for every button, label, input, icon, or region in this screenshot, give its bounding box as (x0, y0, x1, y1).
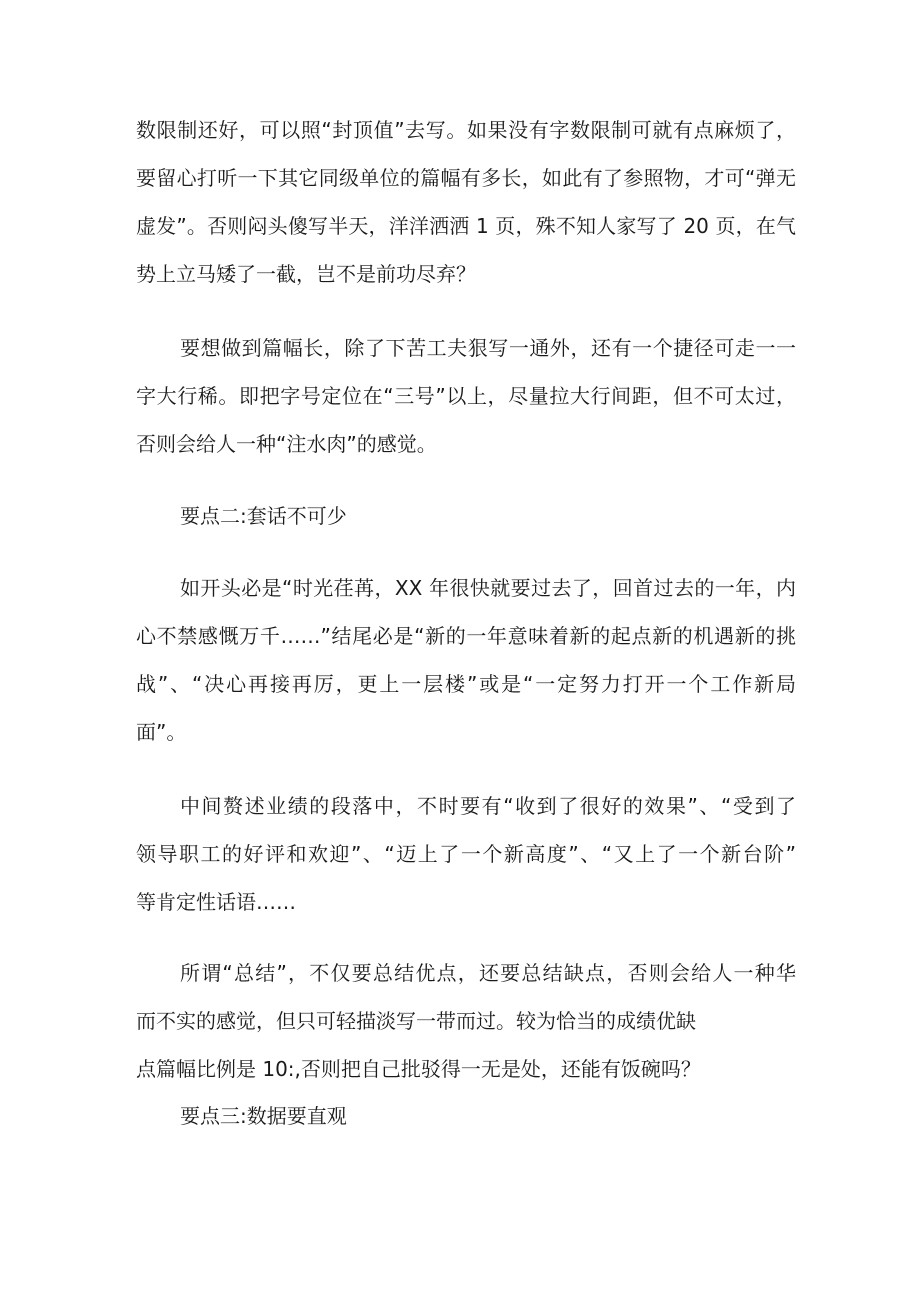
section-heading-point-three (136, 1098, 796, 1134)
paragraph-length-tip (136, 330, 796, 462)
text-line: 所谓“总结”，不仅要总结优点，还要总结缺点，否则会给人一种华 (180, 961, 796, 985)
text-line: 如开头必是“时光荏苒，XX 年很快就要过去了，回首过去的一年，内 (180, 576, 796, 600)
text-line: 点篇幅比例是 10:,否则把自己批驳得一无是处，还能有饭碗吗？ (136, 1057, 701, 1081)
text-line: 数限制还好，可以照“封顶值”去写。如果没有字数限制可就有点麻烦了， (136, 118, 796, 142)
text-line: 势上立马矮了一截，岂不是前功尽弃？ (136, 262, 476, 286)
heading-text: 要点三:数据要直观 (180, 1104, 347, 1128)
text-line: 领导职工的好评和欢迎”、“迈上了一个新高度”、“又上了一个新台阶” (136, 842, 796, 866)
paragraph-summary-balance (136, 955, 796, 1087)
text-line: 而不实的感觉，但只可轻描淡写一带而过。较为恰当的成绩优缺 (136, 1009, 696, 1033)
text-line: 虚发”。否则闷头傻写半天，洋洋洒洒 1 页，殊不知人家写了 20 页，在气 (136, 214, 796, 238)
heading-text: 要点二:套话不可少 (180, 504, 347, 528)
text-line: 要想做到篇幅长，除了下苦工夫狠写一通外，还有一个捷径可走一一 (180, 336, 796, 360)
text-line: 面”。 (136, 720, 187, 744)
text-line: 心不禁感慨万千……”结尾必是“新的一年意味着新的起点新的机遇新的挑 (136, 624, 796, 648)
paragraph-stock-phrases (136, 570, 796, 750)
text-line: 中间赘述业绩的段落中，不时要有“收到了很好的效果”、“受到了 (180, 794, 796, 818)
paragraph-achievement-phrases (136, 788, 796, 920)
text-line: 字大行稀。即把字号定位在“三号”以上，尽量拉大行间距，但不可太过， (136, 384, 796, 408)
text-line: 战”、“决心再接再厉，更上一层楼”或是“一定努力打开一个工作新局 (136, 672, 796, 696)
text-line: 要留心打听一下其它同级单位的篇幅有多长，如此有了参照物，才可“弹无 (136, 166, 796, 190)
text-line: 等肯定性话语…… (136, 890, 296, 914)
section-heading-point-two (136, 498, 796, 534)
text-line: 否则会给人一种“注水肉”的感觉。 (136, 432, 437, 456)
paragraph-word-limit (136, 112, 796, 292)
